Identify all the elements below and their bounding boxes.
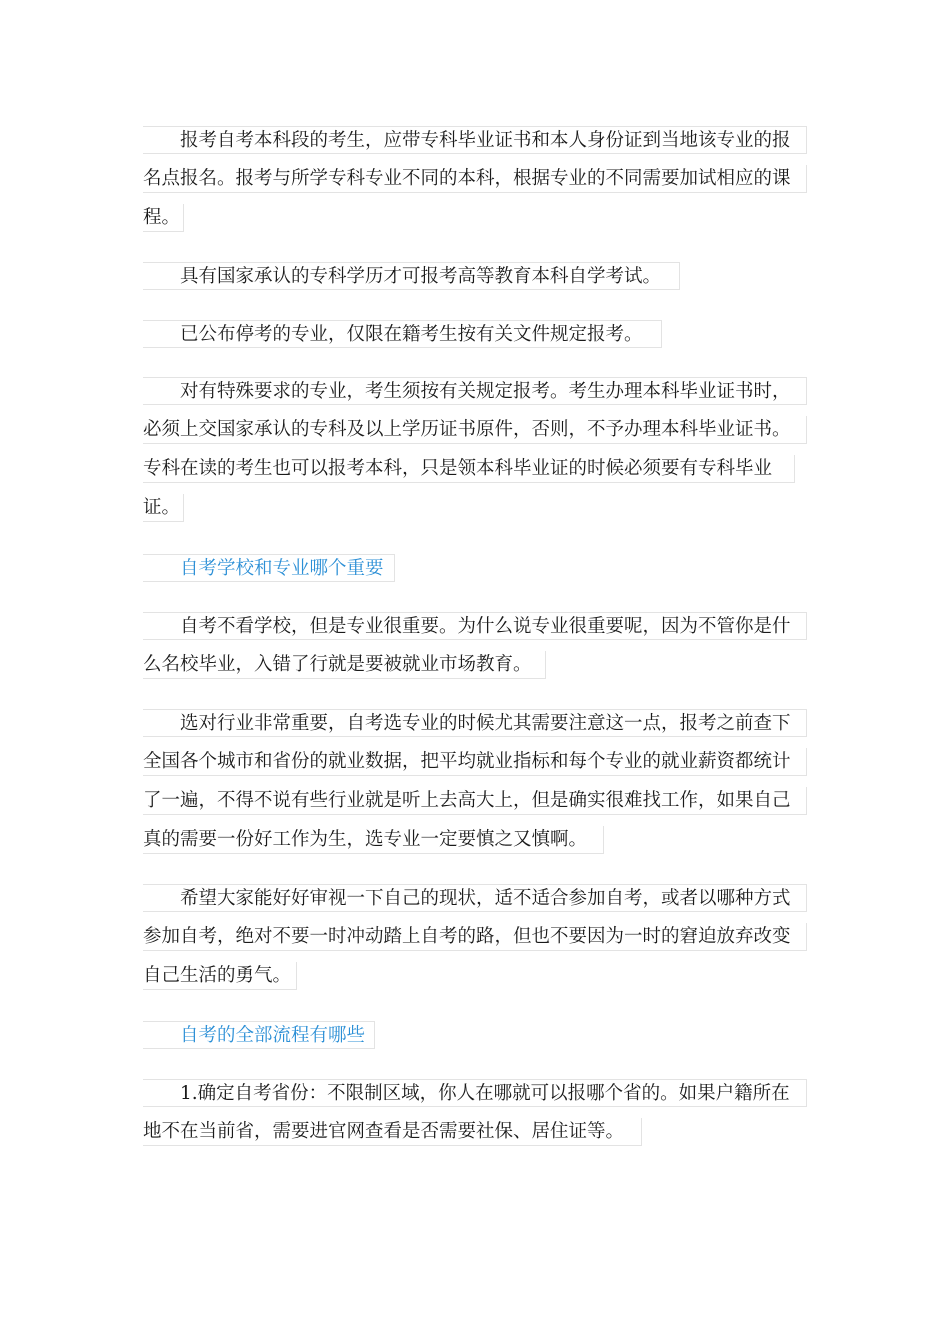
paragraph-line: 1.确定自考省份：不限制区域，你人在哪就可以报哪个省的。如果户籍所在 [143, 1079, 807, 1107]
paragraph-line: 具有国家承认的专科学历才可报考高等教育本科自学考试。 [143, 262, 680, 290]
paragraph-line: 证。 [143, 494, 184, 522]
paragraph-choose-industry [143, 709, 807, 854]
paragraph-discontinued-majors [143, 320, 807, 348]
paragraph-step-1-province [143, 1079, 807, 1146]
paragraph-line: 地不在当前省，需要进官网查看是否需要社保、居住证等。 [143, 1118, 642, 1146]
paragraph-line: 名点报名。报考与所学专科专业不同的本科，根据专业的不同需要加试相应的课 [143, 165, 807, 193]
heading-line: 自考的全部流程有哪些 [143, 1021, 375, 1049]
paragraph-line: 真的需要一份好工作为生，选专业一定要慎之又慎啊。 [143, 826, 604, 854]
paragraph-bachelor-registration [143, 126, 807, 232]
paragraph-line: 了一遍，不得不说有些行业就是听上去高大上，但是确实很难找工作，如果自己 [143, 787, 807, 815]
paragraph-line: 报考自考本科段的考生，应带专科毕业证书和本人身份证到当地该专业的报 [143, 126, 807, 154]
paragraph-qualification [143, 262, 807, 290]
paragraph-line: 希望大家能好好审视一下自己的现状，适不适合参加自考，或者以哪种方式 [143, 884, 807, 912]
heading-line: 自考学校和专业哪个重要 [143, 554, 395, 582]
paragraph-line: 选对行业非常重要，自考选专业的时候尤其需要注意这一点，报考之前查下 [143, 709, 807, 737]
paragraph-line: 自己生活的勇气。 [143, 962, 297, 990]
paragraph-line: 对有特殊要求的专业，考生须按有关规定报考。考生办理本科毕业证书时， [143, 377, 807, 405]
paragraph-line: 专科在读的考生也可以报考本科，只是领本科毕业证的时候必须要有专科毕业 [143, 455, 795, 483]
paragraph-self-assessment [143, 884, 807, 990]
paragraph-special-requirements [143, 377, 807, 522]
paragraph-line: 么名校毕业，入错了行就是要被就业市场教育。 [143, 651, 546, 679]
paragraph-line: 参加自考，绝对不要一时冲动踏上自考的路，但也不要因为一时的窘迫放弃改变 [143, 923, 807, 951]
paragraph-line: 全国各个城市和省份的就业数据，把平均就业指标和每个专业的就业薪资都统计 [143, 748, 807, 776]
section-heading-school-vs-major [143, 554, 807, 582]
paragraph-line: 已公布停考的专业，仅限在籍考生按有关文件规定报考。 [143, 320, 662, 348]
paragraph-major-importance [143, 612, 807, 679]
paragraph-line: 自考不看学校，但是专业很重要。为什么说专业很重要呢，因为不管你是什 [143, 612, 807, 640]
section-heading-full-process [143, 1021, 807, 1049]
paragraph-line: 程。 [143, 204, 184, 232]
paragraph-line: 必须上交国家承认的专科及以上学历证书原件，否则，不予办理本科毕业证书。 [143, 416, 807, 444]
